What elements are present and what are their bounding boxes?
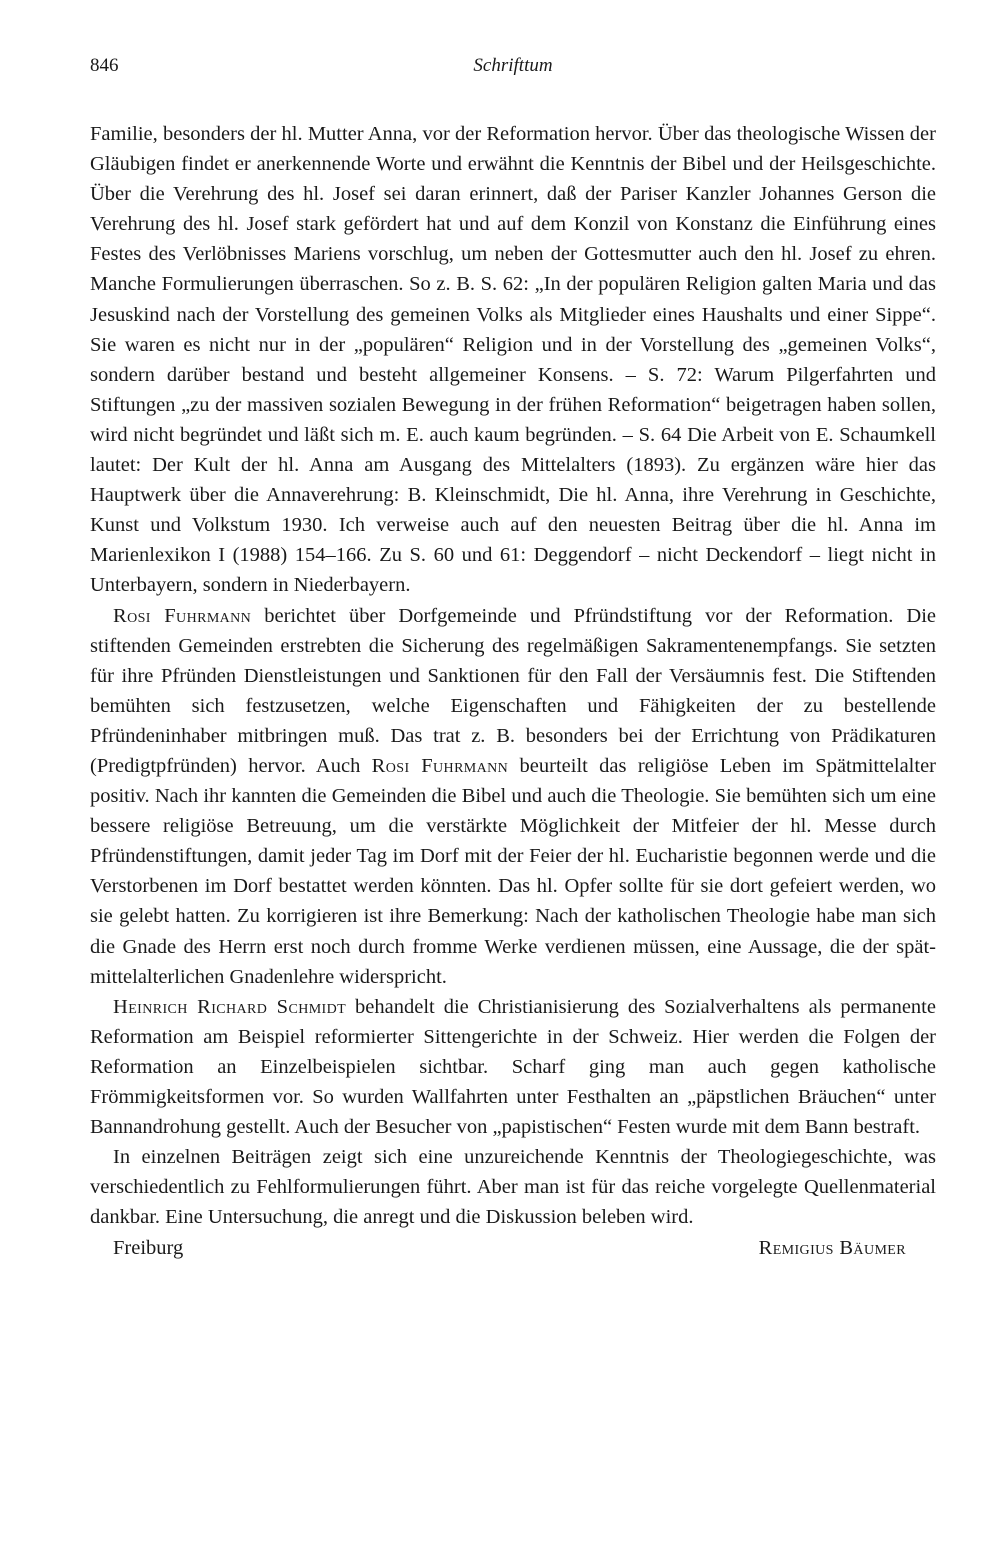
paragraph-1 [90, 119, 936, 601]
author-name-fuhrmann-2: Rosi Fuhrmann [371, 754, 509, 777]
author-name-schmidt: Heinrich Richard Schmidt [113, 995, 347, 1018]
running-title: Schrifttum [473, 55, 553, 76]
paragraph-3-text: behandelt die Christianisierung des Sozialverhaltens als permanente Reformation am Beispiel reformierter Sittengerichte in der Schweiz. Hier werden die Folgen der Reformation an Einzelbeispielen sichtbar. Scharf ging man auch gegen katholische Frömmigkeitsformen vor. So wurden Wallfahrten unter Festhalten an „päpstlichen Bräuchen“ unter Bannandrohung gestellt. Auch der Besucher von „papistischen“ Festen wurde mit dem Bann bestraft. [90, 995, 936, 1139]
author-name-fuhrmann: Rosi Fuhrmann [113, 604, 252, 627]
paragraph-2-text-b: beurteilt das religiöse Leben im Spätmittelalter positiv. Nach ihr kannten die Gemeinden die Bibel und auch die Theologie. Sie bemühten sich um eine bessere religiöse Betreuung, um die verstärkte Möglichkeit der Mitfeier der hl. Messe durch Pfründenstiftungen, damit jeder Tag im Dorf mit der Feier der hl. Eucharistie begonnen werde und die Verstorbenen im Dorf bestattet werden könnten. Das hl. Opfer sollte für sie dort gefeiert werden, wo sie gelebt hatten. Zu korrigieren ist ihre Bemerkung: Nach der katholischen Theologie habe man sich die Gnade des Herrn erst noch durch fromme Werke verdienen müssen, eine Aussage, die der spätmittelalterlichen Gnadenlehre widerspricht. [90, 754, 936, 988]
review-text [90, 119, 936, 1232]
signature-author: Remigius Bäumer [758, 1237, 906, 1260]
paragraph-2 [90, 601, 936, 992]
paragraph-4-text: In einzelnen Beiträgen zeigt sich eine unzureichende Kenntnis der Theologiegeschichte, was verschiedentlich zu Fehlformulierungen führt. Aber man ist für das reiche vorgelegte Quellenmaterial dankbar. Eine Untersuchung, die anregt und die Diskussion beleben wird. [90, 1146, 936, 1229]
paragraph-1-text: Familie, besonders der hl. Mutter Anna, vor der Reformation hervor. Über das theologische Wissen der Gläubigen findet er anerkennende Worte und erwähnt die Kenntnis der Bibel und der Heilsgeschichte. Über die Verehrung des hl. Josef sei daran erinnert, daß der Pariser Kanzler Johannes Gerson die Verehrung des hl. Josef stark gefördert hat und auf dem Konzil von Konstanz die Einführung eines Festes des Verlöbnisses Mariens vorschlug, um neben der Gottesmutter auch den hl. Josef zu ehren. Manche Formulierungen überraschen. So z. B. S. 62: „In der populären Religion galten Maria und das Jesuskind nach der Vorstellung des gemeinen Volks als Mitglieder eines Haushalts und einer Sippe“. Sie waren es nicht nur in der „populären“ Religion und in der Vorstellung des „gemeinen Volks“, sondern darüber bestand und besteht allgemeiner Konsens. – S. 72: Warum Pilgerfahrten und Stiftungen „zu der massiven sozialen Bewegung in der frühen Reformation“ beigetragen haben sollen, wird nicht begründet und läßt sich m. E. auch kaum begründen. – S. 64 Die Arbeit von E. Schaumkell lautet: Der Kult der hl. Anna am Ausgang des Mittelalters (1893). Zu ergänzen wäre hier das Hauptwerk über die Annaverehrung: B. Kleinschmidt, Die hl. Anna, ihre Verehrung in Geschichte, Kunst und Volkstum 1930. Ich verweise auch auf den neuesten Beitrag über die hl. Anna im Marienlexikon I (1988) 154–166. Zu S. 60 und 61: Deggendorf – nicht Deckendorf – liegt nicht in Unterbayern, sondern in Niederbayern. [90, 123, 936, 597]
page-number: 846 [90, 55, 119, 76]
running-head [90, 55, 936, 87]
signature-place: Freiburg [113, 1237, 184, 1260]
book-page [90, 55, 936, 1263]
paragraph-4 [90, 1142, 936, 1232]
paragraph-2-text-a: berichtet über Dorfgemeinde und Pfründstiftung vor der Reformation. Die stiftenden Gemeinden erstrebten die Sicherung des regelmäßigen Sakramentenempfangs. Sie setzten für ihre Pfründen Dienstleistungen und Sanktionen für den Fall der Versäumnis fest. Die Stiftenden bemühten sich festzusetzen, welche Eigenschaften und Fähigkeiten der zu bestellende Pfründeninhaber mitbringen muß. Das trat z. B. besonders bei der Errichtung von Prädikaturen (Predigtpfründen) hervor. Auch [90, 604, 936, 777]
paragraph-3 [90, 992, 936, 1142]
signature-line [90, 1233, 936, 1263]
